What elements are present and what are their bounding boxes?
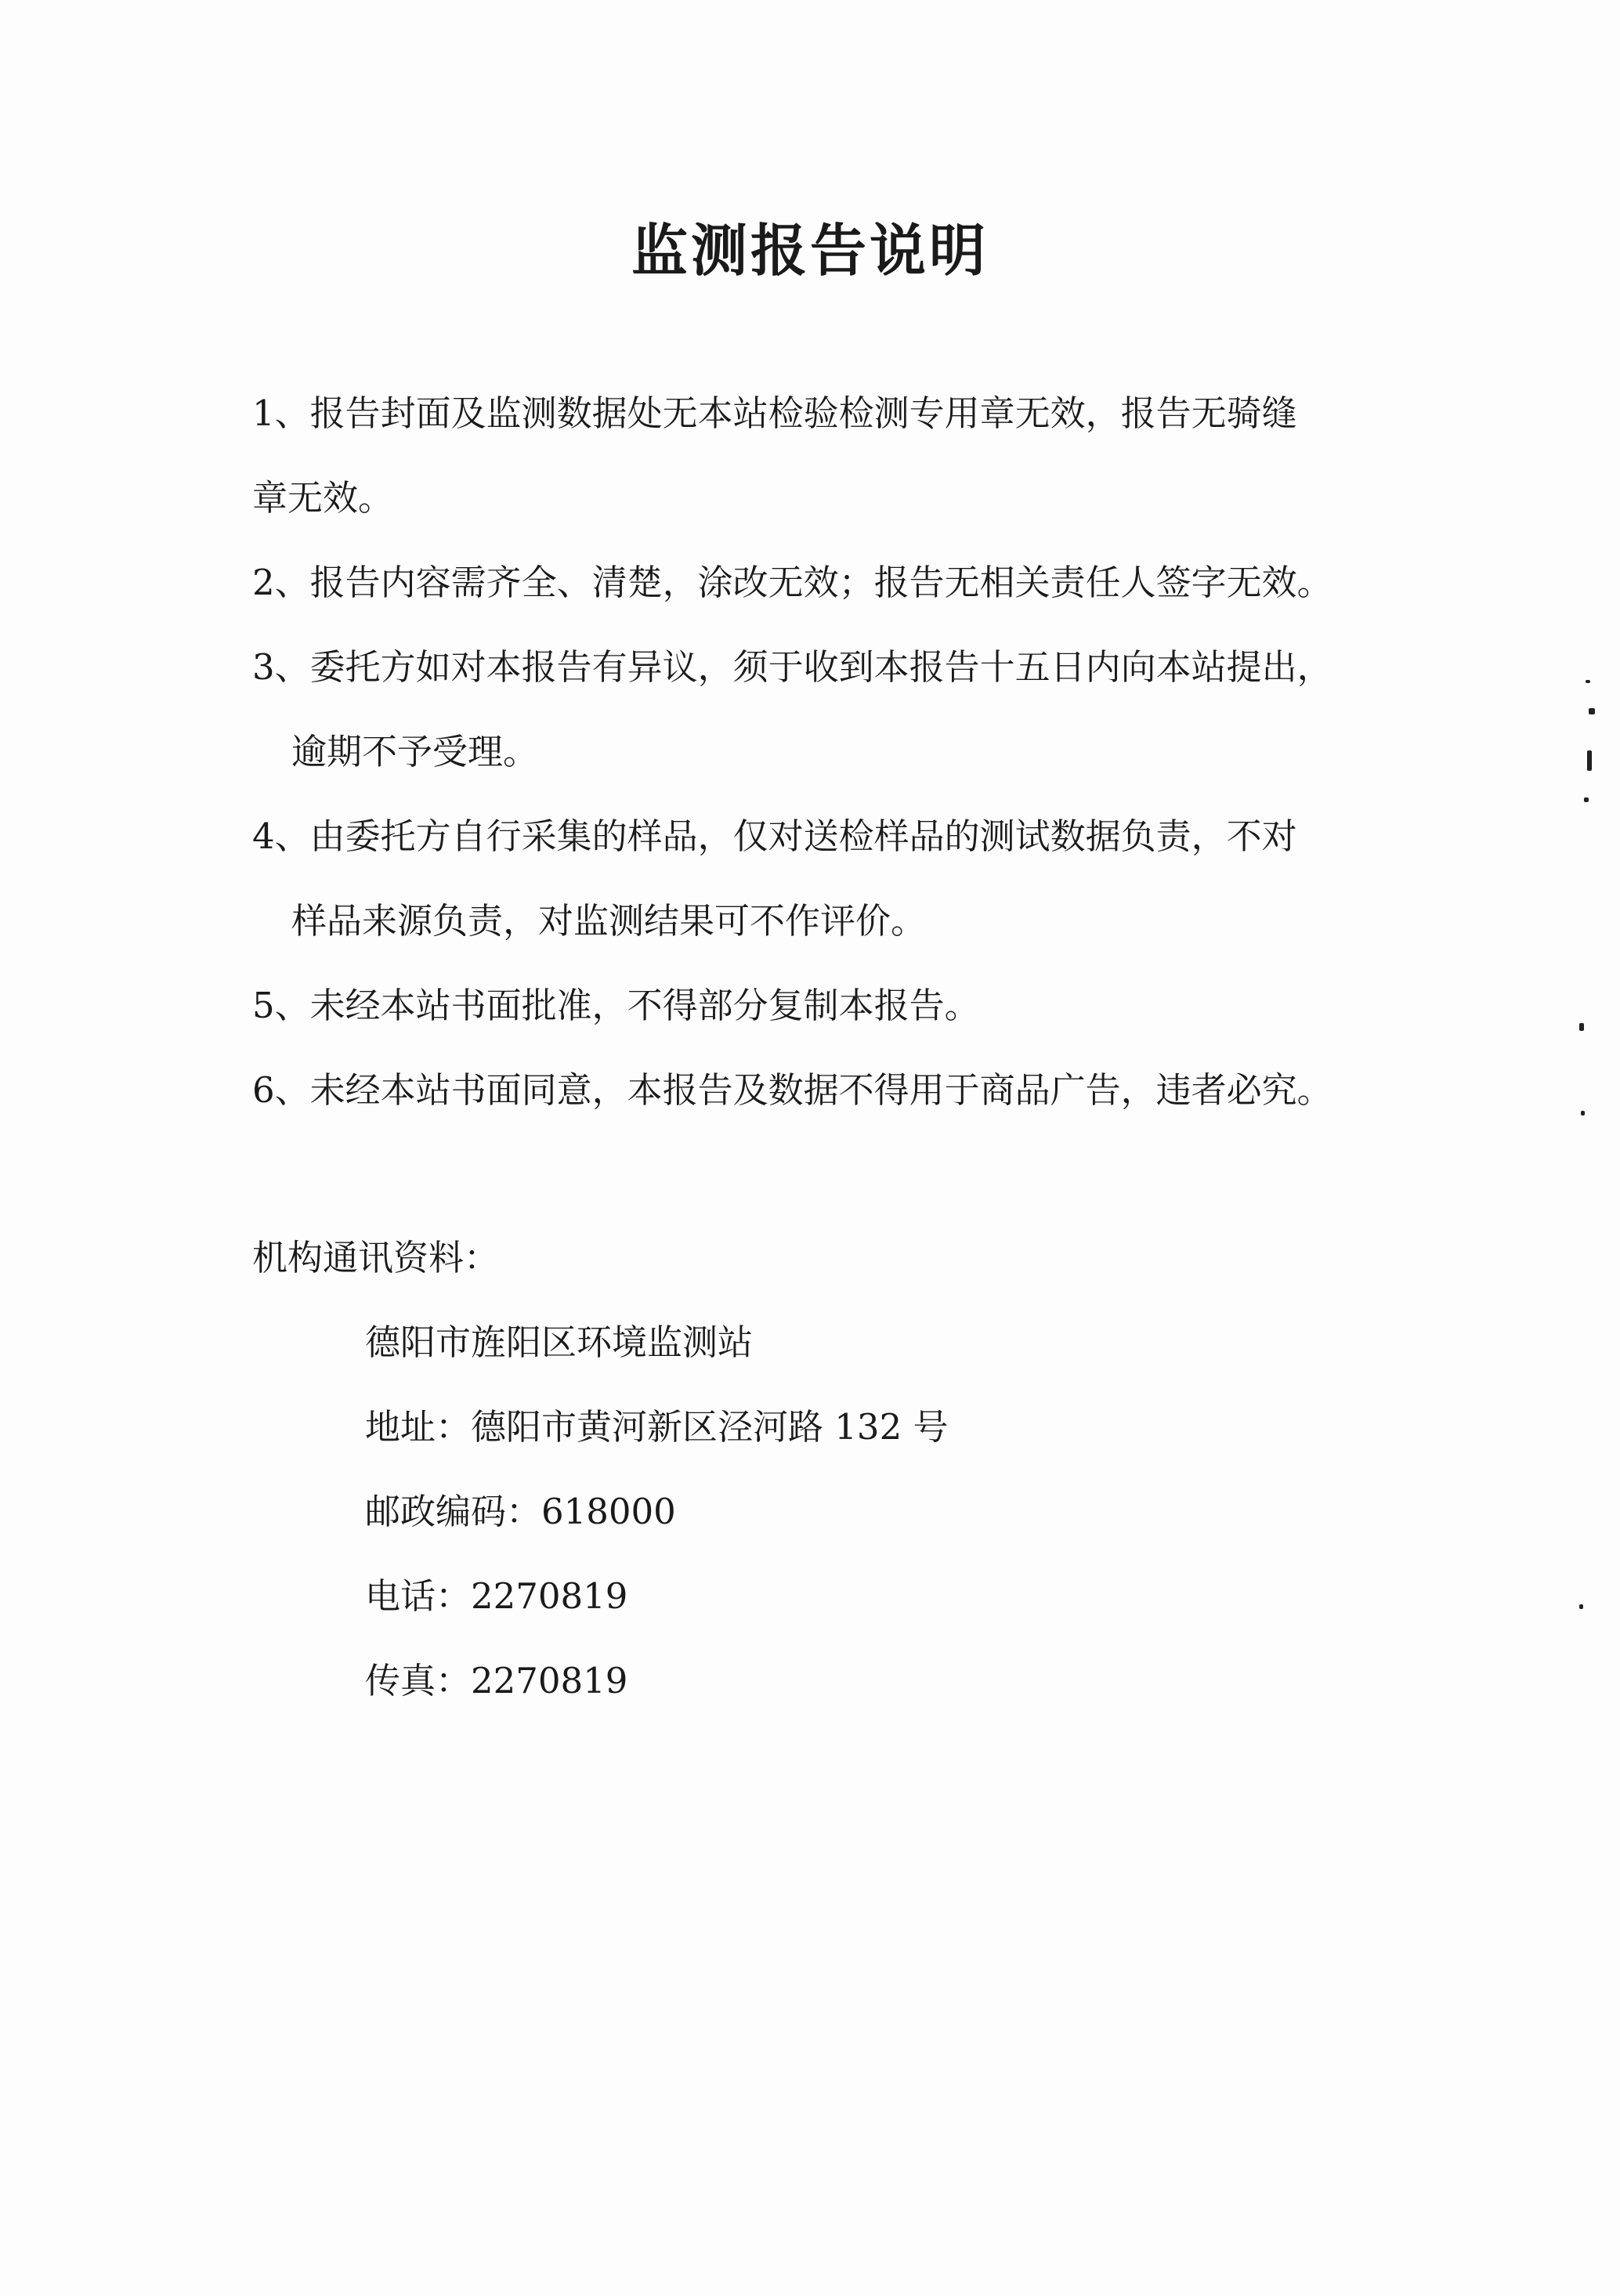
contact-heading: 机构通讯资料： <box>252 1237 500 1278</box>
note-6-line-1: 6、未经本站书面同意，本报告及数据不得用于商品广告，违者必究。 <box>252 1069 1333 1111</box>
note-3-line-1: 3、委托方如对本报告有异议，须于收到本报告十五日内向本站提出， <box>252 646 1333 688</box>
contact-postcode: 邮政编码：618000 <box>365 1491 676 1532</box>
scan-speck <box>1581 1111 1585 1115</box>
note-4-line-2: 样品来源负责，对监测结果可不作评价。 <box>291 900 927 942</box>
scan-speck <box>1587 750 1592 771</box>
scan-speck <box>1579 1023 1584 1031</box>
note-3-line-2: 逾期不予受理。 <box>291 731 539 772</box>
note-1-line-2: 章无效。 <box>252 477 394 519</box>
scan-speck <box>1584 797 1589 802</box>
note-1-line-1: 1、报告封面及监测数据处无本站检验检测专用章无效，报告无骑缝 <box>252 392 1297 434</box>
page-title: 监测报告说明 <box>631 218 989 284</box>
contact-fax: 传真：2270819 <box>365 1660 628 1701</box>
contact-phone: 电话：2270819 <box>365 1575 628 1617</box>
note-4-line-1: 4、由委托方自行采集的样品，仅对送检样品的测试数据负责，不对 <box>252 815 1297 857</box>
note-2-line-1: 2、报告内容需齐全、清楚，涂改无效；报告无相关责任人签字无效。 <box>252 562 1333 603</box>
scan-speck <box>1586 680 1590 683</box>
scan-speck <box>1589 708 1595 714</box>
scan-speck <box>1579 1604 1583 1609</box>
contact-org-name: 德阳市旌阳区环境监测站 <box>365 1322 754 1363</box>
contact-address: 地址：德阳市黄河新区泾河路 132 号 <box>365 1406 949 1448</box>
note-5-line-1: 5、未经本站书面批准，不得部分复制本报告。 <box>252 985 980 1026</box>
